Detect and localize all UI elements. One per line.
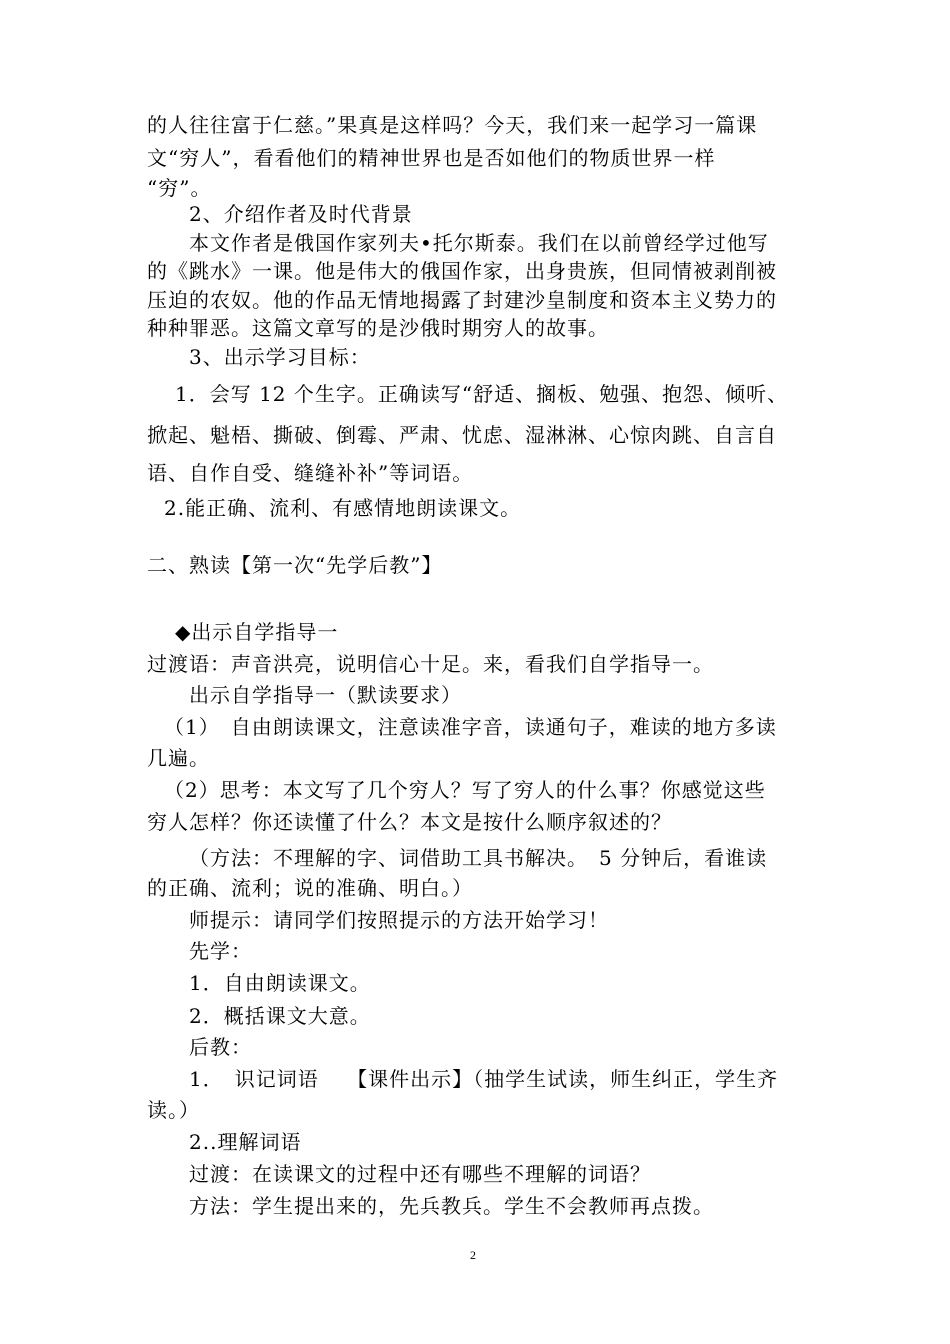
- text-line: 出示自学指导一（默读要求）: [189, 683, 462, 707]
- text-line: 语、自作自受、缝缝补补”等词语。: [147, 461, 474, 485]
- section-title: 二、熟读【第一次“先学后教”】: [147, 553, 443, 577]
- text-line: 过渡：在读课文的过程中还有哪些不理解的词语？: [189, 1162, 651, 1186]
- text-line: 方法：学生提出来的，先兵教兵。学生不会教师再点拨。: [189, 1194, 714, 1218]
- text-line: 压迫的农奴。他的作品无情地揭露了封建沙皇制度和资本主义势力的: [147, 288, 777, 312]
- text-line: 1．会写 12 个生字。正确读写“舒适、搁板、勉强、抱怨、倾听、: [175, 382, 789, 406]
- text-line: 1． 识记词语 【课件出示】（抽学生试读，师生纠正，学生齐: [189, 1067, 779, 1091]
- section-heading: 2、介绍作者及时代背景: [189, 202, 413, 226]
- text-line: 穷人怎样？你还读懂了什么？本文是按什么顺序叙述的？: [147, 810, 672, 834]
- text-line: 2．概括课文大意。: [189, 1004, 371, 1028]
- text-line: （2）思考：本文写了几个穷人？写了穷人的什么事？你感觉这些: [164, 778, 766, 802]
- bullet-item: ◆出示自学指导一: [175, 620, 339, 644]
- text-line: 种种罪恶。这篇文章写的是沙俄时期穷人的故事。: [147, 316, 609, 340]
- page-number: 2: [470, 1248, 476, 1262]
- text-line: 2.能正确、流利、有感情地朗读课文。: [164, 496, 522, 520]
- text-line: （方法：不理解的字、词借助工具书解决。 5 分钟后，看谁读: [189, 846, 768, 870]
- text-line: 掀起、魁梧、撕破、倒霉、严肃、忧虑、湿淋淋、心惊肉跳、自言自: [147, 423, 777, 447]
- text-line: 几遍。: [147, 746, 210, 770]
- text-line: 师提示：请同学们按照提示的方法开始学习！: [189, 908, 609, 932]
- text-line: 本文作者是俄国作家列夫•托尔斯泰。我们在以前曾经学过他写: [189, 231, 769, 255]
- text-line: 的正确、流利；说的准确、明白。）: [147, 876, 473, 900]
- text-line: 文“穷人”，看看他们的精神世界也是否如他们的物质世界一样: [147, 146, 716, 170]
- text-line: 1．自由朗读课文。: [189, 971, 371, 995]
- text-line: 后教：: [189, 1035, 252, 1059]
- text-line: 的人往往富于仁慈。”果真是这样吗？今天，我们来一起学习一篇课: [147, 113, 758, 137]
- text-line: 2..理解词语: [189, 1130, 302, 1154]
- text-line: 的《跳水》一课。他是伟大的俄国作家，出身贵族，但同情被剥削被: [147, 259, 777, 283]
- text-line: “穷”。: [147, 176, 212, 200]
- text-line: 过渡语：声音洪亮，说明信心十足。来，看我们自学指导一。: [147, 652, 714, 676]
- text-line: 读。）: [147, 1098, 200, 1122]
- section-heading: 3、出示学习目标：: [189, 345, 371, 369]
- text-line: （1） 自由朗读课文，注意读准字音，读通句子，难读的地方多读: [164, 715, 777, 739]
- text-line: 先学：: [189, 939, 252, 963]
